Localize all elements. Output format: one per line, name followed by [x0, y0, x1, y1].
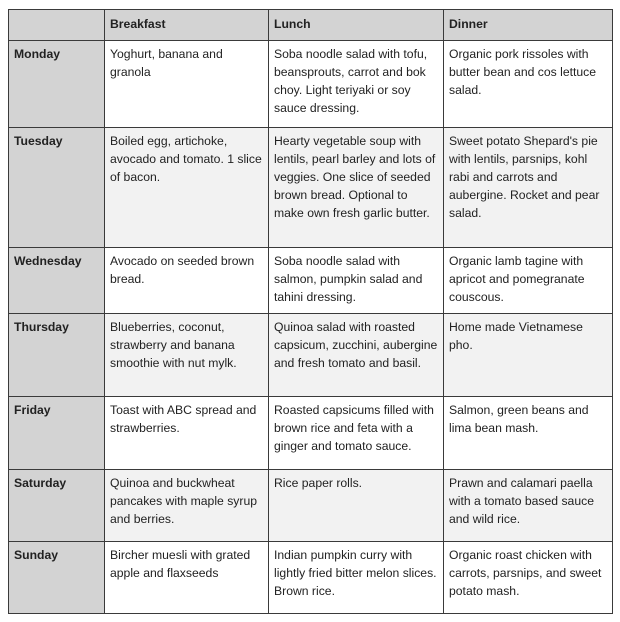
- breakfast-cell: Quinoa and buckwheat pancakes with maple syrup and berries.: [105, 470, 269, 542]
- breakfast-cell: Yoghurt, banana and granola: [105, 41, 269, 128]
- lunch-cell: Indian pumpkin curry with lightly fried bitter melon slices. Brown rice.: [269, 542, 444, 614]
- day-cell: Wednesday: [9, 248, 105, 314]
- header-row: [9, 10, 613, 41]
- breakfast-cell: Blueberries, coconut, strawberry and banana smoothie with nut mylk.: [105, 314, 269, 397]
- breakfast-cell: Toast with ABC spread and strawberries.: [105, 397, 269, 470]
- breakfast-cell: Boiled egg, artichoke, avocado and tomato. 1 slice of bacon.: [105, 128, 269, 248]
- day-cell: Friday: [9, 397, 105, 470]
- header-lunch: Lunch: [269, 10, 444, 41]
- dinner-cell: Sweet potato Shepard's pie with lentils, parsnips, kohl rabi and carrots and aubergine. Rocket and pear salad.: [444, 128, 613, 248]
- table-row: [9, 542, 613, 614]
- header-breakfast: Breakfast: [105, 10, 269, 41]
- lunch-cell: Roasted capsicums filled with brown rice and feta with a ginger and tomato sauce.: [269, 397, 444, 470]
- breakfast-cell: Avocado on seeded brown bread.: [105, 248, 269, 314]
- table-row: [9, 248, 613, 314]
- day-cell: Tuesday: [9, 128, 105, 248]
- table-row: [9, 41, 613, 128]
- dinner-cell: Prawn and calamari paella with a tomato based sauce and wild rice.: [444, 470, 613, 542]
- dinner-cell: Organic roast chicken with carrots, parsnips, and sweet potato mash.: [444, 542, 613, 614]
- dinner-cell: Home made Vietnamese pho.: [444, 314, 613, 397]
- table-row: [9, 397, 613, 470]
- breakfast-cell: Bircher muesli with grated apple and flaxseeds: [105, 542, 269, 614]
- table-row: [9, 470, 613, 542]
- day-cell: Sunday: [9, 542, 105, 614]
- lunch-cell: Soba noodle salad with salmon, pumpkin salad and tahini dressing.: [269, 248, 444, 314]
- meal-plan-table: [8, 9, 613, 614]
- header-dinner: Dinner: [444, 10, 613, 41]
- dinner-cell: Organic lamb tagine with apricot and pomegranate couscous.: [444, 248, 613, 314]
- lunch-cell: Hearty vegetable soup with lentils, pearl barley and lots of veggies. One slice of seeded brown bread. Optional to make own fresh garlic butter.: [269, 128, 444, 248]
- dinner-cell: Organic pork rissoles with butter bean and cos lettuce salad.: [444, 41, 613, 128]
- dinner-cell: Salmon, green beans and lima bean mash.: [444, 397, 613, 470]
- table-row: [9, 314, 613, 397]
- table-row: [9, 128, 613, 248]
- day-cell: Thursday: [9, 314, 105, 397]
- lunch-cell: Soba noodle salad with tofu, beansprouts, carrot and bok choy. Light teriyaki or soy sauce dressing.: [269, 41, 444, 128]
- lunch-cell: Quinoa salad with roasted capsicum, zucchini, aubergine and fresh tomato and basil.: [269, 314, 444, 397]
- header-corner: [9, 10, 105, 41]
- lunch-cell: Rice paper rolls.: [269, 470, 444, 542]
- day-cell: Monday: [9, 41, 105, 128]
- day-cell: Saturday: [9, 470, 105, 542]
